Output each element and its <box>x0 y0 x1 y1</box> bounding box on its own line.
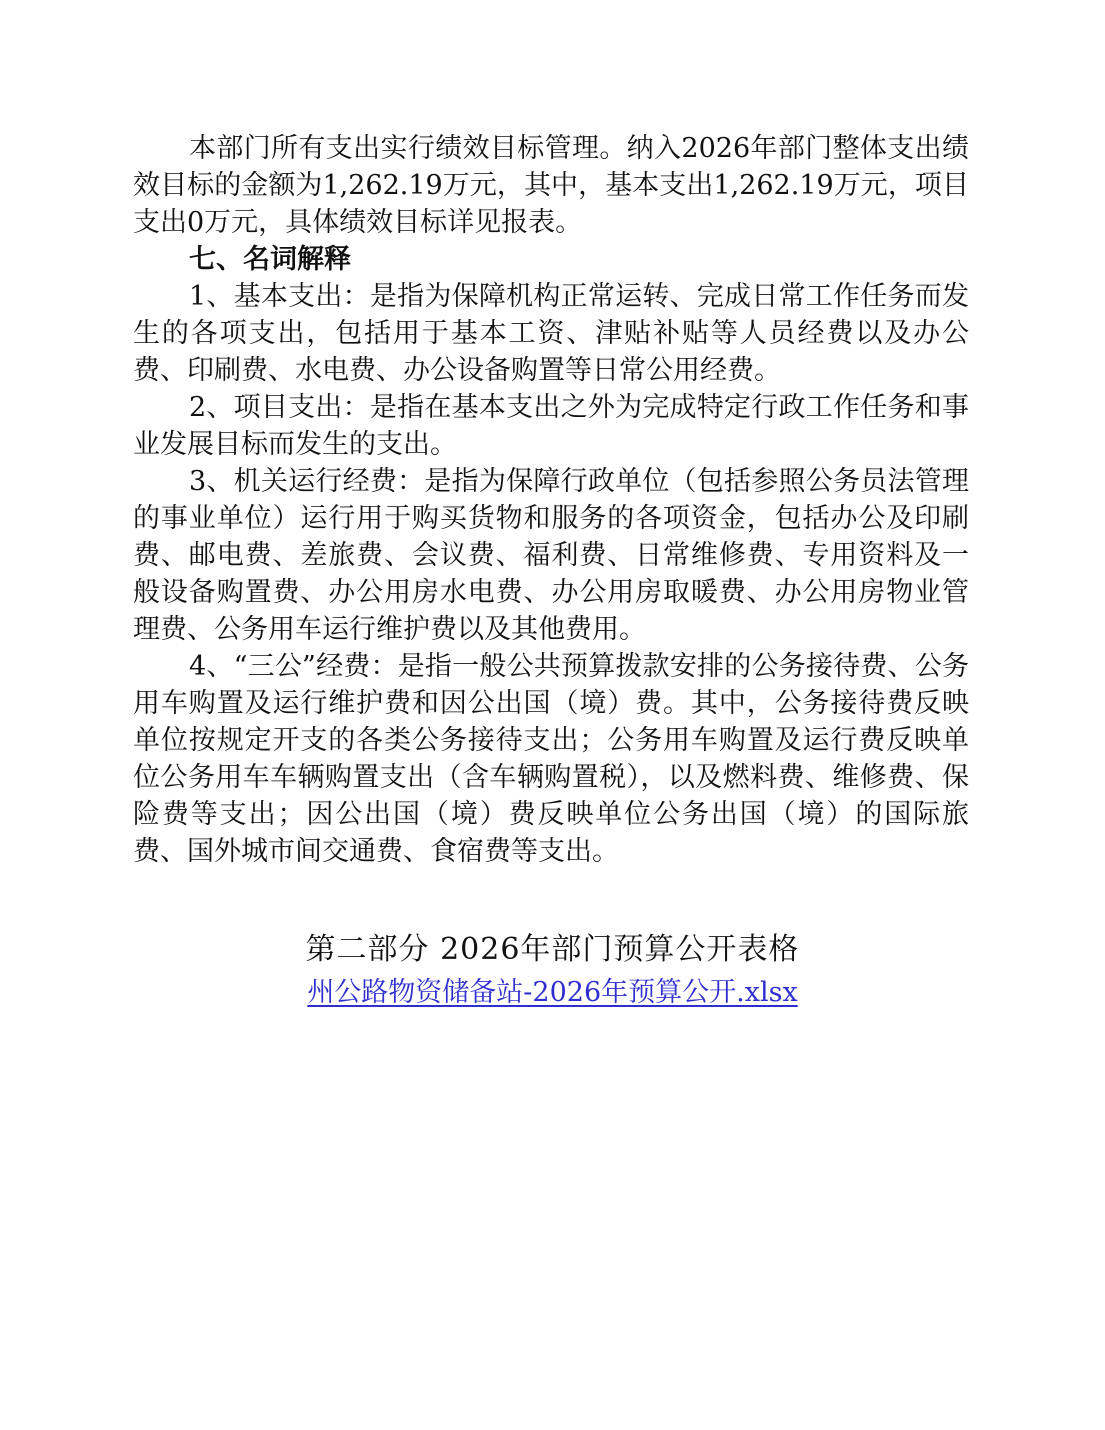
definition-three-public-expenses: 4、“三公”经费：是指一般公共预算拨款安排的公务接待费、公务用车购置及运行维护费和因公出国（境）费。其中，公务接待费反映单位按规定开支的各类公务接待支出；公务用车购置及运行费反映单位公务用车车辆购置支出（含车辆购置税），以及燃料费、维修费、保险费等支出；因公出国（境）费反映单位公务出国（境）的国际旅费、国外城市间交通费、食宿费等支出。 <box>133 651 969 867</box>
part-two-title: 第二部分 2026年部门预算公开表格 <box>305 932 800 967</box>
attachment-link[interactable]: 州公路物资储备站-2026年预算公开.xlsx <box>307 977 798 1008</box>
attachment-link-container <box>0 974 1105 1011</box>
definition-operating-expenses: 3、机关运行经费：是指为保障行政单位（包括参照公务员法管理的事业单位）运行用于购买货物和服务的各项资金，包括办公及印刷费、邮电费、差旅费、会议费、福利费、日常维修费、专用资料及一般设备购置费、办公用房水电费、办公用房取暖费、办公用房物业管理费、公务用车运行维护费以及其他费用。 <box>133 466 969 645</box>
intro-paragraph: 本部门所有支出实行绩效目标管理。纳入2026年部门整体支出绩效目标的金额为1,262.19万元，其中，基本支出1,262.19万元，项目支出0万元，具体绩效目标详见报表。 <box>133 133 969 238</box>
body-text <box>133 130 969 870</box>
section-heading: 七、名词解释 <box>189 244 351 275</box>
definition-basic-expenditure: 1、基本支出：是指为保障机构正常运转、完成日常工作任务而发生的各项支出，包括用于基本工资、津贴补贴等人员经费以及办公费、印刷费、水电费、办公设备购置等日常公用经费。 <box>133 281 969 386</box>
definition-project-expenditure: 2、项目支出：是指在基本支出之外为完成特定行政工作任务和事业发展目标而发生的支出。 <box>133 392 969 460</box>
